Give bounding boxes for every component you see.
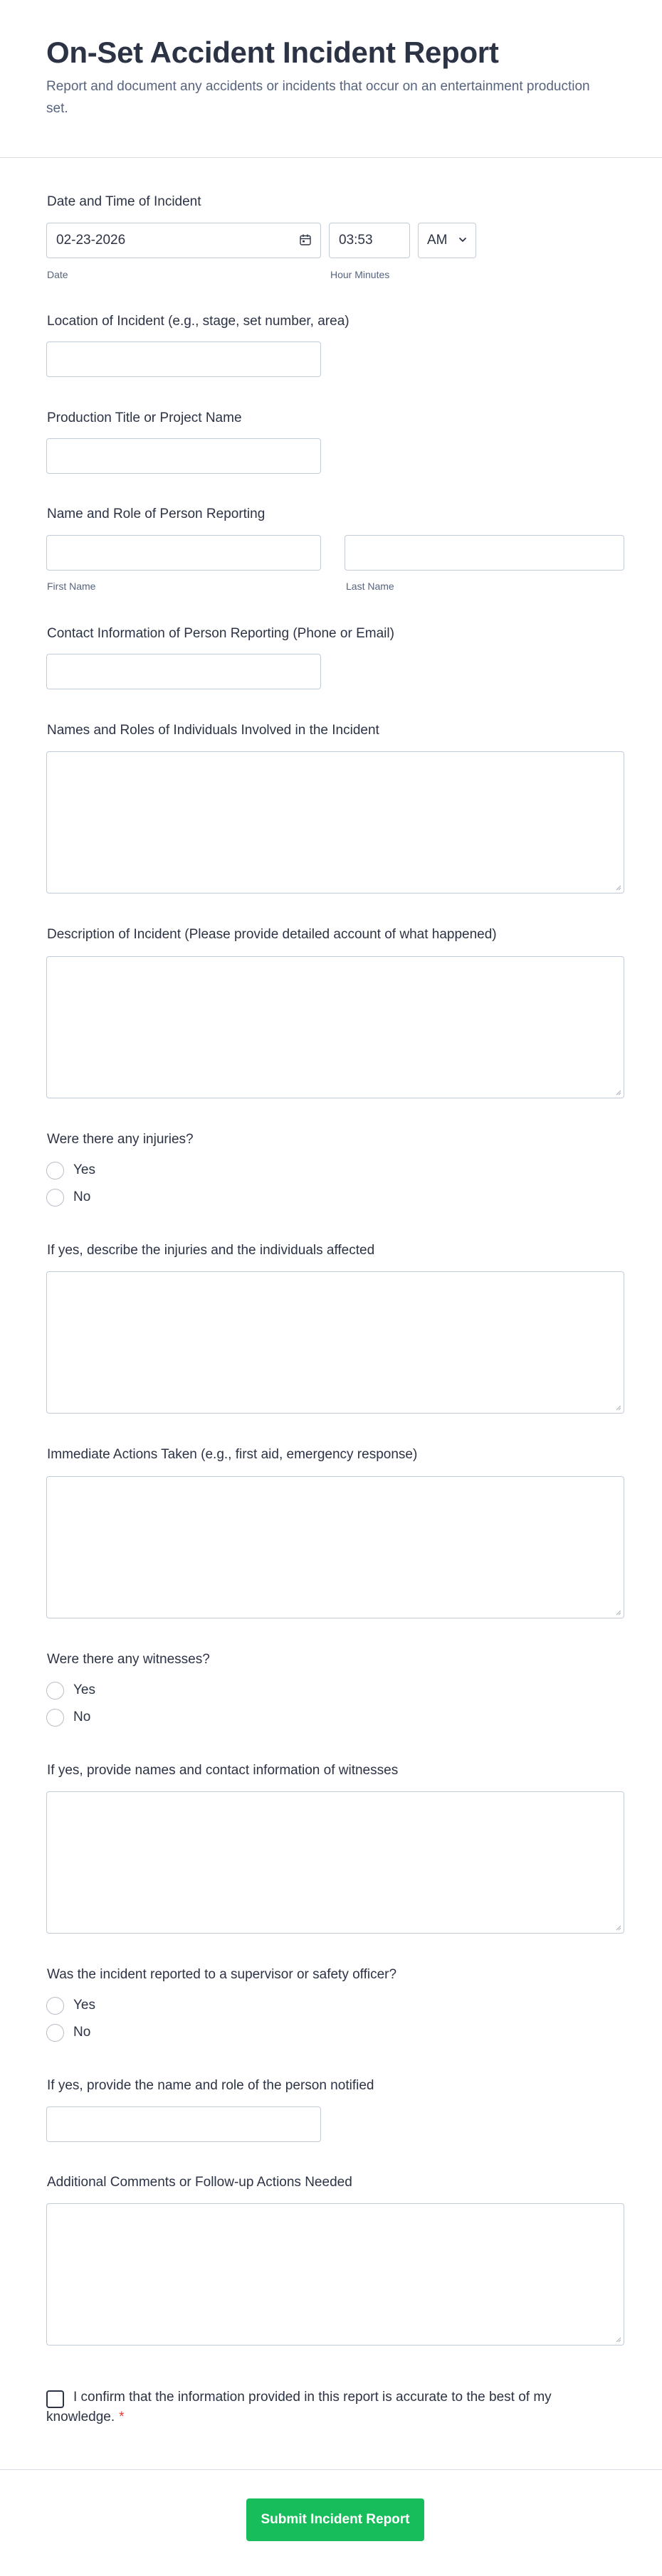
date-input[interactable] (46, 223, 321, 258)
involved-textarea[interactable] (46, 751, 624, 894)
datetime-label: Date and Time of Incident (47, 194, 201, 209)
resize-grip-icon[interactable] (614, 1608, 621, 1616)
notified-label: If yes, provide the name and role of the person notified (47, 2078, 374, 2093)
injuries-label: Were there any injuries? (47, 1132, 194, 1147)
radio-label: Yes (73, 1682, 95, 1697)
witness-details-textarea[interactable] (46, 1791, 624, 1934)
contact-label: Contact Information of Person Reporting (Phone or Email) (47, 626, 394, 641)
radio-circle[interactable] (46, 1709, 64, 1727)
form-subtitle: Report and document any accidents or incidents that occur on an entertainment production set. (46, 79, 590, 116)
comments-label: Additional Comments or Follow-up Actions Needed (47, 2175, 352, 2190)
witnesses-label: Were there any witnesses? (47, 1652, 210, 1667)
ampm-value: AM (427, 233, 448, 248)
radio-label: No (73, 1710, 91, 1724)
resize-grip-icon[interactable] (614, 2336, 621, 2343)
actions-textarea[interactable] (46, 1476, 624, 1618)
description-label: Description of Incident (Please provide detailed account of what happened) (47, 927, 497, 942)
date-sublabel: Date (47, 269, 68, 280)
confirm-label (46, 2387, 559, 2427)
confirm-text: I confirm that the information provided in this report is accurate to the best of my knowledge. (46, 2390, 552, 2424)
last-name-input[interactable] (345, 535, 624, 571)
reporter-label: Name and Role of Person Reporting (47, 507, 266, 521)
radio-label: Yes (73, 1998, 95, 2013)
time-sublabel: Hour Minutes (330, 269, 390, 280)
ampm-select[interactable] (418, 223, 476, 258)
required-asterisk: * (119, 2410, 125, 2424)
resize-grip-icon[interactable] (614, 1404, 621, 1411)
radio-circle[interactable] (46, 1997, 64, 2015)
radio-label: Yes (73, 1162, 95, 1177)
production-input[interactable] (46, 438, 321, 474)
reported-label: Was the incident reported to a supervisor or safety officer? (47, 1967, 397, 1982)
form-header (0, 0, 662, 158)
description-textarea[interactable] (46, 956, 624, 1098)
last-name-sublabel: Last Name (346, 581, 394, 592)
radio-circle[interactable] (46, 1162, 64, 1180)
submit-button[interactable]: Submit Incident Report (246, 2498, 424, 2541)
actions-label: Immediate Actions Taken (e.g., first aid, emergency response) (47, 1447, 418, 1462)
comments-textarea[interactable] (46, 2203, 624, 2346)
first-name-sublabel: First Name (47, 581, 96, 592)
radio-circle[interactable] (46, 2024, 64, 2042)
radio-circle[interactable] (46, 1682, 64, 1700)
radio-label: No (73, 2025, 91, 2040)
date-value: 02-23-2026 (56, 233, 126, 248)
injury-details-textarea[interactable] (46, 1271, 624, 1414)
contact-input[interactable] (46, 654, 321, 689)
production-label: Production Title or Project Name (47, 410, 242, 425)
radio-circle[interactable] (46, 1189, 64, 1207)
injury-details-label: If yes, describe the injuries and the individuals affected (47, 1243, 375, 1258)
witness-details-label: If yes, provide names and contact information of witnesses (47, 1763, 399, 1778)
first-name-input[interactable] (46, 535, 321, 571)
resize-grip-icon[interactable] (614, 1924, 621, 1931)
notified-input[interactable] (46, 2106, 321, 2142)
calendar-icon[interactable] (299, 233, 312, 246)
location-input[interactable] (46, 341, 321, 377)
resize-grip-icon[interactable] (614, 884, 621, 891)
radio-label: No (73, 1189, 91, 1204)
time-value: 03:53 (339, 233, 373, 248)
chevron-down-icon (458, 235, 468, 245)
involved-label: Names and Roles of Individuals Involved in the Incident (47, 723, 379, 738)
form-title: On-Set Accident Incident Report (46, 36, 499, 69)
time-input[interactable] (329, 223, 410, 258)
location-label: Location of Incident (e.g., stage, set number, area) (47, 314, 350, 329)
resize-grip-icon[interactable] (614, 1088, 621, 1096)
footer-divider (0, 2469, 662, 2470)
